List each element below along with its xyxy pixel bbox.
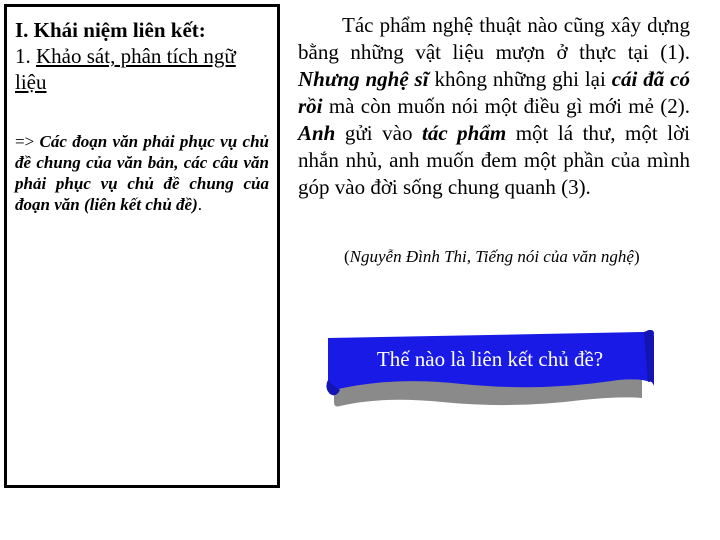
subsection-number: 1.	[15, 44, 36, 68]
passage-emphasis-2: cái đã có rồi	[298, 67, 690, 118]
left-panel	[4, 4, 280, 488]
subsection-heading	[15, 43, 269, 95]
source-close-paren: )	[633, 247, 640, 266]
note-end: .	[197, 195, 202, 214]
subsection-title: Khảo sát, phân tích ngữ liệu	[15, 44, 236, 94]
passage-text-3: mà còn muốn nói một điều gì mới mẻ (2).	[322, 94, 690, 118]
question-scroll-banner	[322, 326, 662, 410]
source-citation: Nguyễn Đình Thi, Tiếng nói của văn nghệ	[349, 247, 634, 266]
passage-emphasis-4: tác phẩm	[421, 121, 507, 145]
passage-text-1: Tác phẩm nghệ thuật nào cũng xây dựng bằng những vật liệu mượn ở thực tại (1).	[298, 13, 690, 64]
example-passage	[298, 12, 690, 201]
scroll-curl-top	[646, 330, 654, 336]
passage-source	[344, 246, 696, 268]
source-open-paren: (	[344, 247, 350, 266]
passage-text-4: gửi vào	[335, 121, 422, 145]
note-text: Các đoạn văn phải phục vụ chủ đề chung của văn bản, các câu văn phải phục vụ chủ đề chung của đoạn văn (liên kết chủ đề)	[15, 132, 269, 214]
section-heading: I. Khái niệm liên kết:	[15, 18, 206, 42]
note-arrow: =>	[15, 132, 40, 151]
question-text: Thế nào là liên kết chủ đề?	[376, 347, 604, 371]
passage-emphasis-1: Nhưng nghệ sĩ	[298, 67, 429, 91]
passage-text-5: một lá thư, một lời nhắn nhủ, anh muốn đem một phần của mình góp vào đời sống chung quanh (3).	[298, 121, 691, 199]
conclusion-note	[15, 131, 269, 215]
passage-emphasis-3: Anh	[298, 121, 336, 145]
passage-text-2: không những ghi lại	[428, 67, 612, 91]
